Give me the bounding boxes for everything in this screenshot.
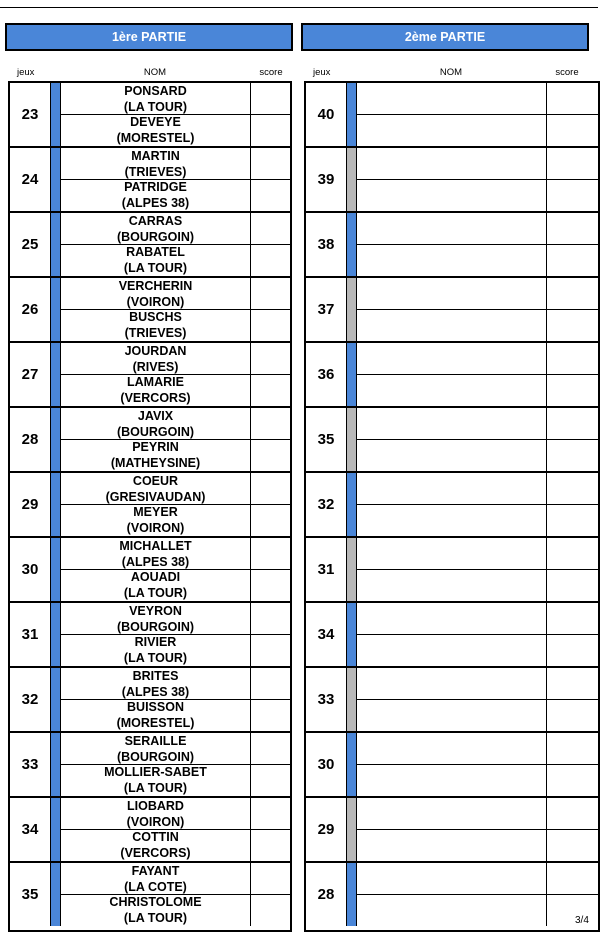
player-row: [61, 634, 290, 666]
player-name: MOLLIER-SABET: [104, 765, 207, 779]
game-group: [306, 276, 598, 341]
player-row: [61, 83, 290, 115]
game-color-bar: [50, 733, 61, 796]
col-jeux-label-1: jeux: [17, 67, 35, 78]
game-number: 33: [21, 756, 39, 773]
player-name-cell: [61, 408, 251, 439]
game-group: [10, 146, 290, 211]
player-row: [357, 179, 598, 211]
game-color-bar: [346, 343, 357, 406]
game-color-bar: [50, 148, 61, 211]
game-group: [306, 83, 598, 146]
player-name-cell[interactable]: [357, 408, 547, 439]
player-name-cell: [61, 343, 251, 374]
player-name: BRITES: [132, 669, 179, 683]
game-color-bar: [346, 278, 357, 341]
player-name-cell[interactable]: [357, 894, 547, 926]
player-name: PEYRIN: [132, 440, 179, 454]
game-number: 34: [21, 821, 39, 838]
player-row: [357, 829, 598, 861]
player-name: BUSCHS: [129, 310, 182, 324]
player-club: (VOIRON): [126, 295, 185, 309]
player-row: [357, 343, 598, 375]
player-name-cell: [61, 374, 251, 406]
player-club: (VERCORS): [120, 846, 191, 860]
player-name: SERAILLE: [124, 734, 187, 748]
player-club: (BOURGOIN): [116, 750, 195, 764]
player-name: VEYRON: [129, 604, 182, 618]
player-name-cell[interactable]: [357, 309, 547, 341]
player-name: AOUADI: [130, 570, 181, 584]
player-name: MEYER: [133, 505, 178, 519]
player-row: [61, 668, 290, 700]
game-number: 34: [317, 626, 335, 643]
player-row: [357, 309, 598, 341]
game-group: [306, 601, 598, 666]
player-row: [61, 603, 290, 635]
game-group: [306, 861, 598, 926]
player-name-cell[interactable]: [357, 343, 547, 374]
player-name-cell[interactable]: [357, 764, 547, 796]
part2-table: [304, 81, 600, 932]
game-number: 30: [317, 756, 335, 773]
player-name: VERCHERIN: [118, 279, 193, 293]
player-row: [61, 894, 290, 926]
game-group: [10, 276, 290, 341]
player-name-cell[interactable]: [357, 439, 547, 471]
player-name: PATRIDGE: [124, 180, 187, 194]
game-color-bar: [346, 213, 357, 276]
player-name-cell: [61, 179, 251, 211]
player-name-cell[interactable]: [357, 83, 547, 114]
player-name: RIVIER: [134, 635, 177, 649]
game-number: 32: [21, 691, 39, 708]
game-color-bar: [346, 603, 357, 666]
player-name: JOURDAN: [124, 344, 187, 358]
player-row: [357, 764, 598, 796]
player-name: DEVEYE: [130, 115, 181, 129]
player-row: [357, 699, 598, 731]
player-name-cell[interactable]: [357, 114, 547, 146]
game-group: [306, 341, 598, 406]
player-name: MICHALLET: [119, 539, 192, 553]
player-row: [61, 343, 290, 375]
player-name-cell: [61, 634, 251, 666]
player-club: (ALPES 38): [121, 555, 190, 569]
player-club: (MATHEYSINE): [110, 456, 201, 470]
col-jeux-label-2: jeux: [313, 67, 331, 78]
player-row: [357, 634, 598, 666]
player-row: [61, 439, 290, 471]
col-nom-label-1: NOM: [143, 67, 167, 78]
player-name-cell[interactable]: [357, 603, 547, 634]
player-club: (BOURGOIN): [116, 230, 195, 244]
game-number: 31: [21, 626, 39, 643]
player-name-cell[interactable]: [357, 699, 547, 731]
player-row: [357, 83, 598, 115]
page-number: 3/4: [575, 915, 589, 926]
player-name-cell: [61, 309, 251, 341]
col-score-label-1: score: [259, 67, 283, 78]
player-club: (LA COTE): [124, 880, 187, 894]
game-number: 30: [21, 561, 39, 578]
game-number: 36: [317, 366, 335, 383]
part1-header: 1ère PARTIE: [5, 23, 293, 51]
player-name: RABATEL: [126, 245, 185, 259]
player-name-cell: [61, 278, 251, 309]
game-number: 33: [317, 691, 335, 708]
player-name-cell: [61, 213, 251, 244]
player-row: [61, 309, 290, 341]
game-number: 38: [317, 236, 335, 253]
player-club: (LA TOUR): [123, 781, 188, 795]
game-color-bar: [50, 213, 61, 276]
player-row: [61, 863, 290, 895]
player-row: [357, 569, 598, 601]
player-row: [357, 473, 598, 505]
game-number: 35: [21, 886, 39, 903]
player-row: [61, 179, 290, 211]
player-name-cell: [61, 863, 251, 894]
col-nom-label-2: NOM: [439, 67, 463, 78]
game-group: [306, 731, 598, 796]
game-color-bar: [346, 798, 357, 861]
player-row: [61, 733, 290, 765]
game-color-bar: [50, 538, 61, 601]
top-rule: [0, 7, 598, 8]
player-row: [357, 213, 598, 245]
game-group: [306, 211, 598, 276]
game-group: [10, 861, 290, 926]
player-row: [357, 278, 598, 310]
player-name-cell[interactable]: [357, 148, 547, 179]
player-name-cell[interactable]: [357, 374, 547, 406]
game-color-bar: [50, 863, 61, 926]
player-name: PONSARD: [124, 84, 187, 98]
player-row: [357, 439, 598, 471]
player-name: COEUR: [132, 474, 179, 488]
player-name-cell[interactable]: [357, 473, 547, 504]
player-name: BUISSON: [127, 700, 184, 714]
player-row: [61, 278, 290, 310]
player-row: [357, 668, 598, 700]
game-group: [306, 536, 598, 601]
player-row: [61, 213, 290, 245]
player-name-cell[interactable]: [357, 278, 547, 309]
game-group: [10, 601, 290, 666]
game-number: 28: [21, 431, 39, 448]
player-name-cell: [61, 114, 251, 146]
game-group: [10, 666, 290, 731]
player-row: [61, 504, 290, 536]
player-name-cell: [61, 569, 251, 601]
player-row: [357, 148, 598, 180]
game-color-bar: [346, 668, 357, 731]
game-number: 32: [317, 496, 335, 513]
player-row: [61, 473, 290, 505]
player-club: (MORESTEL): [116, 716, 195, 730]
col-score-label-2: score: [555, 67, 579, 78]
player-row: [357, 408, 598, 440]
game-color-bar: [346, 473, 357, 536]
game-color-bar: [50, 408, 61, 471]
game-number: 29: [317, 821, 335, 838]
player-name-cell[interactable]: [357, 213, 547, 244]
player-name-cell[interactable]: [357, 538, 547, 569]
player-name-cell: [61, 699, 251, 731]
game-number: 27: [21, 366, 39, 383]
player-name: FAYANT: [131, 864, 180, 878]
game-color-bar: [50, 473, 61, 536]
player-row: [357, 733, 598, 765]
player-club: (LA TOUR): [123, 586, 188, 600]
game-group: [10, 211, 290, 276]
player-name-cell: [61, 148, 251, 179]
player-name-cell[interactable]: [357, 634, 547, 666]
player-row: [61, 408, 290, 440]
player-row: [61, 764, 290, 796]
player-name-cell[interactable]: [357, 733, 547, 764]
game-group: [10, 471, 290, 536]
game-group: [10, 796, 290, 861]
player-name-cell[interactable]: [357, 504, 547, 536]
player-name-cell: [61, 733, 251, 764]
game-group: [306, 796, 598, 861]
player-name-cell: [61, 504, 251, 536]
player-club: (MORESTEL): [116, 131, 195, 145]
game-number: 23: [21, 106, 39, 123]
player-name-cell[interactable]: [357, 798, 547, 829]
player-name: COTTIN: [132, 830, 179, 844]
player-name-cell[interactable]: [357, 244, 547, 276]
player-name-cell[interactable]: [357, 668, 547, 699]
player-name: LAMARIE: [127, 375, 184, 389]
player-row: [357, 504, 598, 536]
player-name-cell[interactable]: [357, 829, 547, 861]
player-club: (LA TOUR): [123, 261, 188, 275]
game-number: 26: [21, 301, 39, 318]
player-club: (VOIRON): [126, 521, 185, 535]
player-row: [61, 374, 290, 406]
game-color-bar: [50, 278, 61, 341]
game-color-bar: [346, 733, 357, 796]
player-name: CHRISTOLOME: [109, 895, 202, 909]
player-row: [61, 798, 290, 830]
player-name-cell: [61, 668, 251, 699]
player-name-cell: [61, 538, 251, 569]
game-number: 24: [21, 171, 39, 188]
player-name-cell: [61, 473, 251, 504]
player-row: [61, 538, 290, 570]
player-row: [61, 569, 290, 601]
player-row: [61, 148, 290, 180]
game-number: 28: [317, 886, 335, 903]
player-row: [357, 863, 598, 895]
game-group: [306, 471, 598, 536]
game-group: [10, 406, 290, 471]
player-name: CARRAS: [128, 214, 183, 228]
player-name: LIOBARD: [127, 799, 184, 813]
player-club: (TRIEVES): [124, 326, 187, 340]
player-club: (BOURGOIN): [116, 620, 195, 634]
player-name-cell: [61, 894, 251, 926]
game-group: [10, 536, 290, 601]
player-row: [357, 244, 598, 276]
game-group: [306, 146, 598, 211]
player-name-cell: [61, 798, 251, 829]
player-row: [357, 538, 598, 570]
player-name-cell: [61, 244, 251, 276]
game-number: 37: [317, 301, 335, 318]
player-club: (BOURGOIN): [116, 425, 195, 439]
player-name: JAVIX: [137, 409, 174, 423]
player-club: (LA TOUR): [123, 651, 188, 665]
game-color-bar: [346, 148, 357, 211]
player-name-cell: [61, 603, 251, 634]
player-club: (GRESIVAUDAN): [105, 490, 206, 504]
player-row: [61, 699, 290, 731]
player-row: [357, 374, 598, 406]
player-name-cell: [61, 83, 251, 114]
game-group: [10, 83, 290, 146]
game-number: 29: [21, 496, 39, 513]
player-name-cell: [61, 764, 251, 796]
player-club: (LA TOUR): [123, 911, 188, 925]
player-row: [357, 798, 598, 830]
player-club: (VERCORS): [120, 391, 191, 405]
player-club: (RIVES): [132, 360, 179, 374]
game-group: [10, 731, 290, 796]
game-color-bar: [346, 863, 357, 926]
game-color-bar: [50, 798, 61, 861]
game-color-bar: [50, 343, 61, 406]
game-number: 35: [317, 431, 335, 448]
player-club: (TRIEVES): [124, 165, 187, 179]
game-number: 39: [317, 171, 335, 188]
player-row: [357, 603, 598, 635]
game-number: 31: [317, 561, 335, 578]
game-number: 40: [317, 106, 335, 123]
player-club: (ALPES 38): [121, 685, 190, 699]
game-color-bar: [50, 603, 61, 666]
game-color-bar: [346, 408, 357, 471]
player-row: [61, 114, 290, 146]
player-row: [357, 894, 598, 926]
player-name-cell[interactable]: [357, 863, 547, 894]
player-row: [61, 829, 290, 861]
game-color-bar: [346, 538, 357, 601]
game-color-bar: [50, 668, 61, 731]
player-name-cell: [61, 439, 251, 471]
player-club: (LA TOUR): [123, 100, 188, 114]
game-group: [306, 666, 598, 731]
player-row: [357, 114, 598, 146]
player-row: [61, 244, 290, 276]
game-color-bar: [50, 83, 61, 146]
game-group: [10, 341, 290, 406]
player-name-cell: [61, 829, 251, 861]
player-club: (VOIRON): [126, 815, 185, 829]
player-name-cell[interactable]: [357, 179, 547, 211]
player-name: MARTIN: [131, 149, 180, 163]
game-color-bar: [346, 83, 357, 146]
game-number: 25: [21, 236, 39, 253]
part1-table: [8, 81, 292, 932]
game-group: [306, 406, 598, 471]
player-club: (ALPES 38): [121, 196, 190, 210]
part2-header: 2ème PARTIE: [301, 23, 589, 51]
player-name-cell[interactable]: [357, 569, 547, 601]
